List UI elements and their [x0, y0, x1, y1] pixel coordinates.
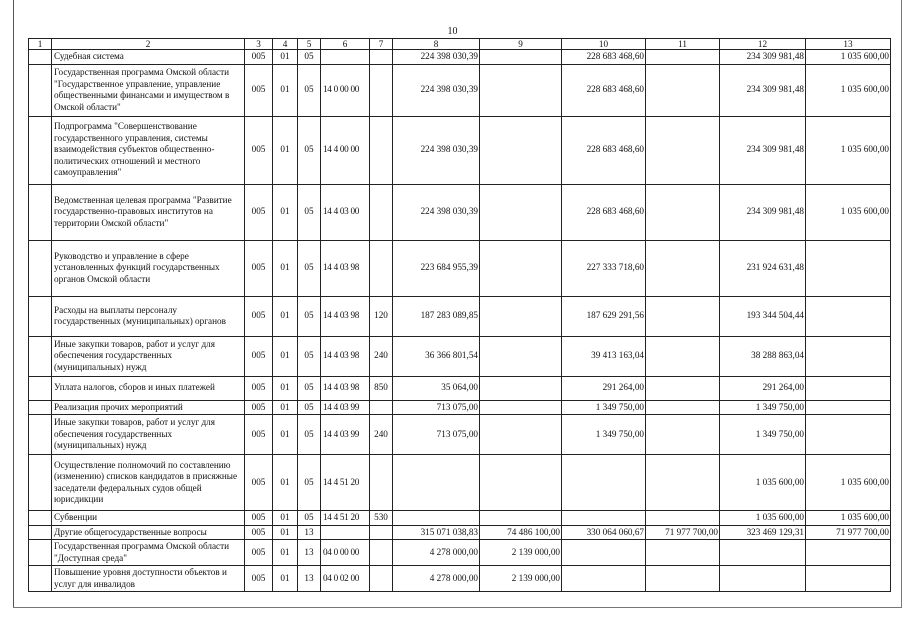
amount-col-13: [806, 566, 891, 592]
table-row: [29, 566, 891, 592]
code-expense-type: [370, 50, 393, 65]
amount-col-12: 234 309 981,48: [720, 184, 806, 240]
code-target-article: 14 4 00 00: [321, 116, 370, 184]
amount-col-9: [480, 240, 562, 296]
row-name: Руководство и управление в сфере установленных функций государственных органов Омской области: [52, 240, 245, 296]
table-row: [29, 64, 891, 116]
code-grbs: 005: [245, 296, 273, 336]
code-expense-type: 240: [370, 336, 393, 376]
row-name: Субвенции: [52, 511, 245, 526]
column-header: 8: [393, 39, 480, 50]
row-index-cell: [29, 376, 52, 400]
amount-col-11: [646, 415, 720, 455]
amount-col-11: [646, 240, 720, 296]
code-subsection: 05: [298, 376, 321, 400]
code-subsection: 05: [298, 240, 321, 296]
amount-col-8: 224 398 030,39: [393, 64, 480, 116]
column-header: 5: [298, 39, 321, 50]
amount-col-12: 234 309 981,48: [720, 64, 806, 116]
row-name: Государственная программа Омской области "Доступная среда": [52, 540, 245, 566]
amount-col-12: [720, 540, 806, 566]
amount-col-10: 228 683 468,60: [562, 50, 646, 65]
code-subsection: 13: [298, 525, 321, 540]
code-subsection: 05: [298, 336, 321, 376]
code-target-article: 14 4 03 98: [321, 240, 370, 296]
amount-col-13: 1 035 600,00: [806, 50, 891, 65]
amount-col-10: 1 349 750,00: [562, 400, 646, 415]
table-row: [29, 116, 891, 184]
amount-col-10: 228 683 468,60: [562, 184, 646, 240]
row-name: Подпрограмма "Совершенствование государственного управления, системы взаимодействия субъектов общественно-политических отношений и местного самоуправления": [52, 116, 245, 184]
code-section: 01: [273, 296, 298, 336]
code-target-article: [321, 525, 370, 540]
amount-col-10: [562, 566, 646, 592]
code-expense-type: [370, 64, 393, 116]
column-header: 13: [806, 39, 891, 50]
code-expense-type: [370, 116, 393, 184]
code-section: 01: [273, 540, 298, 566]
amount-col-9: [480, 511, 562, 526]
amount-col-9: [480, 50, 562, 65]
amount-col-11: [646, 184, 720, 240]
amount-col-13: 1 035 600,00: [806, 64, 891, 116]
code-grbs: 005: [245, 116, 273, 184]
code-subsection: 13: [298, 540, 321, 566]
amount-col-12: 1 035 600,00: [720, 511, 806, 526]
column-header: 11: [646, 39, 720, 50]
table-row: [29, 336, 891, 376]
code-expense-type: 120: [370, 296, 393, 336]
code-expense-type: [370, 540, 393, 566]
amount-col-13: 1 035 600,00: [806, 455, 891, 511]
code-expense-type: [370, 525, 393, 540]
amount-col-10: 228 683 468,60: [562, 116, 646, 184]
code-target-article: 14 4 03 98: [321, 296, 370, 336]
code-subsection: 05: [298, 116, 321, 184]
code-grbs: 005: [245, 336, 273, 376]
code-section: 01: [273, 116, 298, 184]
row-index-cell: [29, 50, 52, 65]
amount-col-13: 1 035 600,00: [806, 511, 891, 526]
table-row: [29, 240, 891, 296]
amount-col-11: [646, 540, 720, 566]
row-index-cell: [29, 240, 52, 296]
code-target-article: 14 4 03 00: [321, 184, 370, 240]
code-subsection: 05: [298, 400, 321, 415]
code-section: 01: [273, 566, 298, 592]
code-subsection: 05: [298, 184, 321, 240]
amount-col-8: 35 064,00: [393, 376, 480, 400]
page-border-bottom: [13, 607, 902, 608]
code-grbs: 005: [245, 64, 273, 116]
amount-col-9: [480, 296, 562, 336]
amount-col-8: 4 278 000,00: [393, 540, 480, 566]
code-target-article: 14 4 03 99: [321, 400, 370, 415]
code-expense-type: [370, 240, 393, 296]
amount-col-8: 315 071 038,83: [393, 525, 480, 540]
budget-table: [28, 38, 891, 592]
amount-col-9: 2 139 000,00: [480, 566, 562, 592]
amount-col-12: 38 288 863,04: [720, 336, 806, 376]
code-section: 01: [273, 336, 298, 376]
code-expense-type: [370, 566, 393, 592]
amount-col-9: [480, 376, 562, 400]
code-grbs: 005: [245, 415, 273, 455]
table-row: [29, 400, 891, 415]
row-name: Другие общегосударственные вопросы: [52, 525, 245, 540]
column-number-row: [29, 39, 891, 50]
amount-col-10: [562, 455, 646, 511]
code-section: 01: [273, 184, 298, 240]
amount-col-11: [646, 50, 720, 65]
code-target-article: [321, 50, 370, 65]
amount-col-11: [646, 296, 720, 336]
amount-col-9: 74 486 100,00: [480, 525, 562, 540]
code-grbs: 005: [245, 566, 273, 592]
amount-col-9: [480, 400, 562, 415]
table-row: [29, 540, 891, 566]
amount-col-13: [806, 540, 891, 566]
code-expense-type: 240: [370, 415, 393, 455]
code-grbs: 005: [245, 376, 273, 400]
amount-col-9: [480, 184, 562, 240]
amount-col-13: 1 035 600,00: [806, 116, 891, 184]
code-subsection: 05: [298, 296, 321, 336]
code-expense-type: 850: [370, 376, 393, 400]
row-index-cell: [29, 415, 52, 455]
code-grbs: 005: [245, 50, 273, 65]
code-grbs: 005: [245, 511, 273, 526]
code-section: 01: [273, 376, 298, 400]
amount-col-13: [806, 415, 891, 455]
code-subsection: 05: [298, 415, 321, 455]
column-header: 10: [562, 39, 646, 50]
amount-col-8: 713 075,00: [393, 415, 480, 455]
amount-col-8: 713 075,00: [393, 400, 480, 415]
amount-col-10: 291 264,00: [562, 376, 646, 400]
code-subsection: 05: [298, 511, 321, 526]
code-grbs: 005: [245, 540, 273, 566]
code-target-article: 04 0 02 00: [321, 566, 370, 592]
row-name: Иные закупки товаров, работ и услуг для обеспечения государственных (муниципальных) нужд: [52, 415, 245, 455]
amount-col-8: 224 398 030,39: [393, 50, 480, 65]
amount-col-12: 1 349 750,00: [720, 415, 806, 455]
table-row: [29, 511, 891, 526]
amount-col-8: 4 278 000,00: [393, 566, 480, 592]
row-index-cell: [29, 64, 52, 116]
row-name: Иные закупки товаров, работ и услуг для обеспечения государственных (муниципальных) нужд: [52, 336, 245, 376]
table-row: [29, 415, 891, 455]
code-target-article: 14 4 03 98: [321, 376, 370, 400]
amount-col-12: 234 309 981,48: [720, 116, 806, 184]
amount-col-12: 1 349 750,00: [720, 400, 806, 415]
code-subsection: 13: [298, 566, 321, 592]
amount-col-10: 1 349 750,00: [562, 415, 646, 455]
row-name: Повышение уровня доступности объектов и услуг для инвалидов: [52, 566, 245, 592]
row-index-cell: [29, 184, 52, 240]
table-row: [29, 376, 891, 400]
amount-col-9: [480, 116, 562, 184]
code-target-article: 14 4 51 20: [321, 511, 370, 526]
amount-col-13: [806, 400, 891, 415]
amount-col-13: [806, 296, 891, 336]
row-index-cell: [29, 540, 52, 566]
amount-col-8: 223 684 955,39: [393, 240, 480, 296]
row-index-cell: [29, 336, 52, 376]
amount-col-8: 187 283 089,85: [393, 296, 480, 336]
row-index-cell: [29, 455, 52, 511]
page-border-right: [901, 0, 902, 608]
amount-col-12: [720, 566, 806, 592]
amount-col-12: 234 309 981,48: [720, 50, 806, 65]
amount-col-13: [806, 376, 891, 400]
code-subsection: 05: [298, 50, 321, 65]
amount-col-11: 71 977 700,00: [646, 525, 720, 540]
code-subsection: 05: [298, 64, 321, 116]
code-grbs: 005: [245, 525, 273, 540]
code-expense-type: 530: [370, 511, 393, 526]
amount-col-11: [646, 455, 720, 511]
amount-col-10: 330 064 060,67: [562, 525, 646, 540]
code-section: 01: [273, 525, 298, 540]
code-target-article: 04 0 00 00: [321, 540, 370, 566]
column-header: 9: [480, 39, 562, 50]
amount-col-12: 1 035 600,00: [720, 455, 806, 511]
amount-col-9: [480, 64, 562, 116]
table-row: [29, 50, 891, 65]
amount-col-8: 224 398 030,39: [393, 116, 480, 184]
amount-col-10: 228 683 468,60: [562, 64, 646, 116]
amount-col-11: [646, 116, 720, 184]
amount-col-10: 39 413 163,04: [562, 336, 646, 376]
row-name: Уплата налогов, сборов и иных платежей: [52, 376, 245, 400]
code-grbs: 005: [245, 184, 273, 240]
code-grbs: 005: [245, 240, 273, 296]
amount-col-13: [806, 240, 891, 296]
table-row: [29, 455, 891, 511]
amount-col-11: [646, 376, 720, 400]
code-section: 01: [273, 415, 298, 455]
code-section: 01: [273, 64, 298, 116]
code-target-article: 14 4 03 98: [321, 336, 370, 376]
amount-col-11: [646, 511, 720, 526]
amount-col-8: 36 366 801,54: [393, 336, 480, 376]
amount-col-8: [393, 455, 480, 511]
column-header: 2: [52, 39, 245, 50]
table-row: [29, 525, 891, 540]
column-header: 6: [321, 39, 370, 50]
table-row: [29, 296, 891, 336]
row-index-cell: [29, 116, 52, 184]
code-target-article: 14 0 00 00: [321, 64, 370, 116]
amount-col-8: [393, 511, 480, 526]
code-target-article: 14 4 51 20: [321, 455, 370, 511]
column-header: 7: [370, 39, 393, 50]
row-index-cell: [29, 296, 52, 336]
code-subsection: 05: [298, 455, 321, 511]
code-section: 01: [273, 455, 298, 511]
amount-col-9: 2 139 000,00: [480, 540, 562, 566]
row-name: Судебная система: [52, 50, 245, 65]
row-name: Ведомственная целевая программа "Развитие государственно-правовых институтов на территории Омской области": [52, 184, 245, 240]
amount-col-13: 71 977 700,00: [806, 525, 891, 540]
table-row: [29, 184, 891, 240]
row-index-cell: [29, 400, 52, 415]
row-index-cell: [29, 525, 52, 540]
amount-col-9: [480, 455, 562, 511]
code-target-article: 14 4 03 99: [321, 415, 370, 455]
amount-col-9: [480, 415, 562, 455]
page-number: 10: [447, 26, 458, 37]
row-name: Государственная программа Омской области "Государственное управление, управление общественными финансами и имуществом в Омской области": [52, 64, 245, 116]
column-header: 4: [273, 39, 298, 50]
amount-col-11: [646, 566, 720, 592]
amount-col-13: 1 035 600,00: [806, 184, 891, 240]
row-index-cell: [29, 511, 52, 526]
column-header: 3: [245, 39, 273, 50]
amount-col-12: 323 469 129,31: [720, 525, 806, 540]
amount-col-8: 224 398 030,39: [393, 184, 480, 240]
row-name: Расходы на выплаты персоналу государственных (муниципальных) органов: [52, 296, 245, 336]
amount-col-12: 193 344 504,44: [720, 296, 806, 336]
amount-col-10: [562, 511, 646, 526]
amount-col-11: [646, 400, 720, 415]
code-section: 01: [273, 240, 298, 296]
code-section: 01: [273, 400, 298, 415]
amount-col-12: 291 264,00: [720, 376, 806, 400]
page-border-left: [13, 0, 14, 608]
code-section: 01: [273, 50, 298, 65]
column-header: 12: [720, 39, 806, 50]
amount-col-10: 227 333 718,60: [562, 240, 646, 296]
code-grbs: 005: [245, 400, 273, 415]
row-name: Реализация прочих мероприятий: [52, 400, 245, 415]
amount-col-10: [562, 540, 646, 566]
code-section: 01: [273, 511, 298, 526]
amount-col-10: 187 629 291,56: [562, 296, 646, 336]
code-expense-type: [370, 455, 393, 511]
row-index-cell: [29, 566, 52, 592]
amount-col-9: [480, 336, 562, 376]
row-name: Осуществление полномочий по составлению (изменению) списков кандидатов в присяжные заседатели федеральных судов общей юрисдикции: [52, 455, 245, 511]
amount-col-13: [806, 336, 891, 376]
amount-col-11: [646, 336, 720, 376]
code-expense-type: [370, 184, 393, 240]
amount-col-12: 231 924 631,48: [720, 240, 806, 296]
code-expense-type: [370, 400, 393, 415]
amount-col-11: [646, 64, 720, 116]
column-header: 1: [29, 39, 52, 50]
code-grbs: 005: [245, 455, 273, 511]
